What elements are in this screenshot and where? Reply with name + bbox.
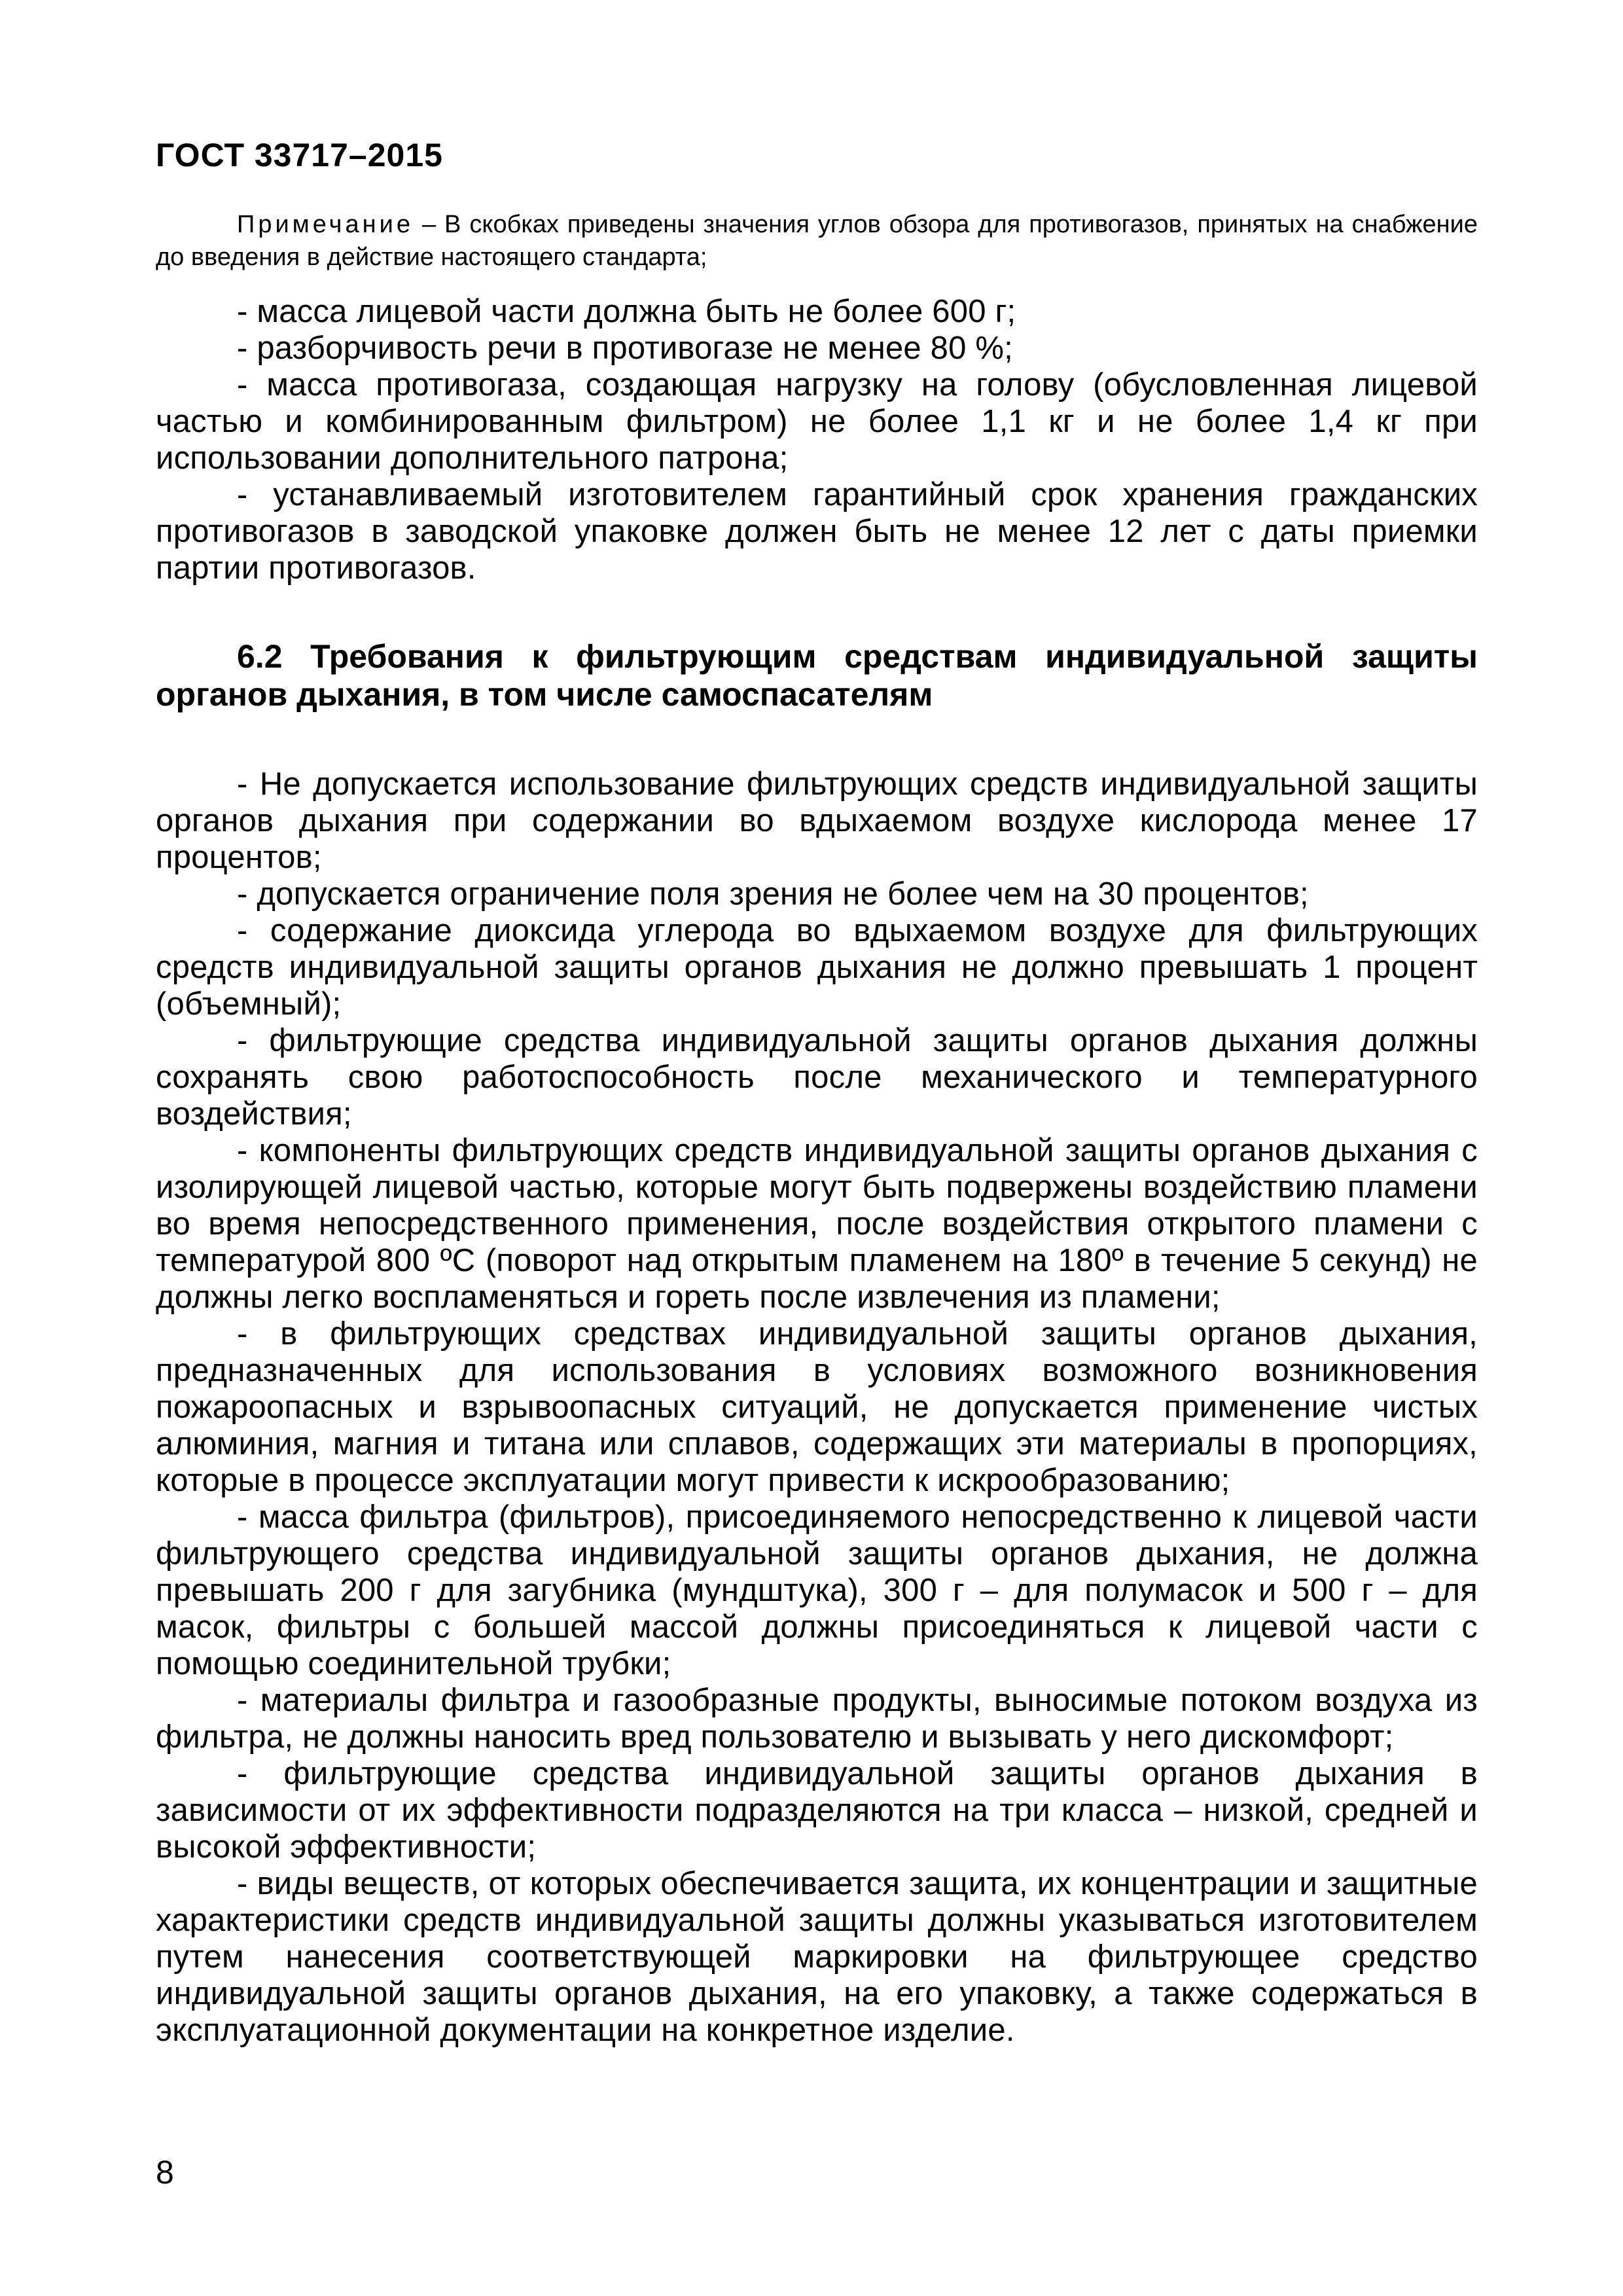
list-item: - фильтрующие средства индивидуальной защиты органов дыхания в зависимости от их эффективности подразделяются на три класса – низкой, средней и высокой эффективности;: [156, 1756, 1478, 1865]
list-item: - компоненты фильтрующих средств индивидуальной защиты органов дыхания с изолирующей лицевой частью, которые могут быть подвержены воздействию пламени во время непосредственного применения, после воздействия открытого пламени с температурой 800 ºС (поворот над открытым пламенем на 180º в течение 5 секунд) не должны легко воспламеняться и гореть после извлечения из пламени;: [156, 1133, 1478, 1315]
list-item: - материалы фильтра и газообразные продукты, выносимые потоком воздуха из фильтра, не должны наносить вред пользователю и вызывать у него дискомфорт;: [156, 1683, 1478, 1755]
page-content: [156, 208, 1478, 2049]
section-title: 6.2 Требования к фильтрующим средствам индивидуальной защиты органов дыхания, в том числе самоспасателям: [156, 638, 1478, 713]
list-item: - в фильтрующих средствах индивидуальной защиты органов дыхания, предназначенных для использования в условиях возможного возникновения пожароопасных и взрывоопасных ситуаций, не допускается применение чистых алюминия, магния и титана или сплавов, содержащих эти материалы в пропорциях, которые в процессе эксплуатации могут привести к искрообразованию;: [156, 1316, 1478, 1498]
list-item: - устанавливаемый изготовителем гарантийный срок хранения гражданских противогазов в заводской упаковке должен быть не менее 12 лет с даты приемки партии противогазов.: [156, 477, 1478, 586]
list-item: - Не допускается использование фильтрующих средств индивидуальной защиты органов дыхания при содержании во вдыхаемом воздухе кислорода менее 17 процентов;: [156, 766, 1478, 875]
list-item: - фильтрующие средства индивидуальной защиты органов дыхания должны сохранять свою работоспособность после механического и температурного воздействия;: [156, 1023, 1478, 1132]
list-item: - разборчивость речи в противогазе не менее 80 %;: [237, 331, 1013, 366]
standard-header: ГОСТ 33717–2015: [156, 137, 443, 173]
list-item: - содержание диоксида углерода во вдыхаемом воздухе для фильтрующих средств индивидуальной защиты органов дыхания не должно превышать 1 процент (объемный);: [156, 913, 1478, 1022]
list-item: - масса противогаза, создающая нагрузку на голову (обусловленная лицевой частью и комбинированным фильтром) не более 1,1 кг и не более 1,4 кг при использовании дополнительного патрона;: [156, 367, 1478, 476]
page-number: 8: [156, 2154, 174, 2191]
note-paragraph: [156, 208, 1478, 274]
list-item: - масса лицевой части должна быть не более 600 г;: [237, 294, 1016, 329]
list-item: - виды веществ, от которых обеспечивается защита, их концентрации и защитные характеристики средств индивидуальной защиты должны указываться изготовителем путем нанесения соответствующей маркировки на фильтрующее средство индивидуальной защиты органов дыхания, на его упаковку, а также содержаться в эксплуатационной документации на конкретное изделие.: [156, 1866, 1478, 2048]
list-item: - масса фильтра (фильтров), присоединяемого непосредственно к лицевой части фильтрующего средства индивидуальной защиты органов дыхания, не должна превышать 200 г для загубника (мундштука), 300 г – для полумасок и 500 г – для масок, фильтры с большей массой должны присоединяться к лицевой части с помощью соединительной трубки;: [156, 1499, 1478, 1681]
note-label: Примечание: [237, 211, 414, 238]
note-text: – В скобках приведены значения углов обзора для противогазов, принятых на снабжение до введения в действие настоящего стандарта;: [156, 211, 1478, 271]
list-item: - допускается ограничение поля зрения не более чем на 30 процентов;: [237, 876, 1309, 912]
